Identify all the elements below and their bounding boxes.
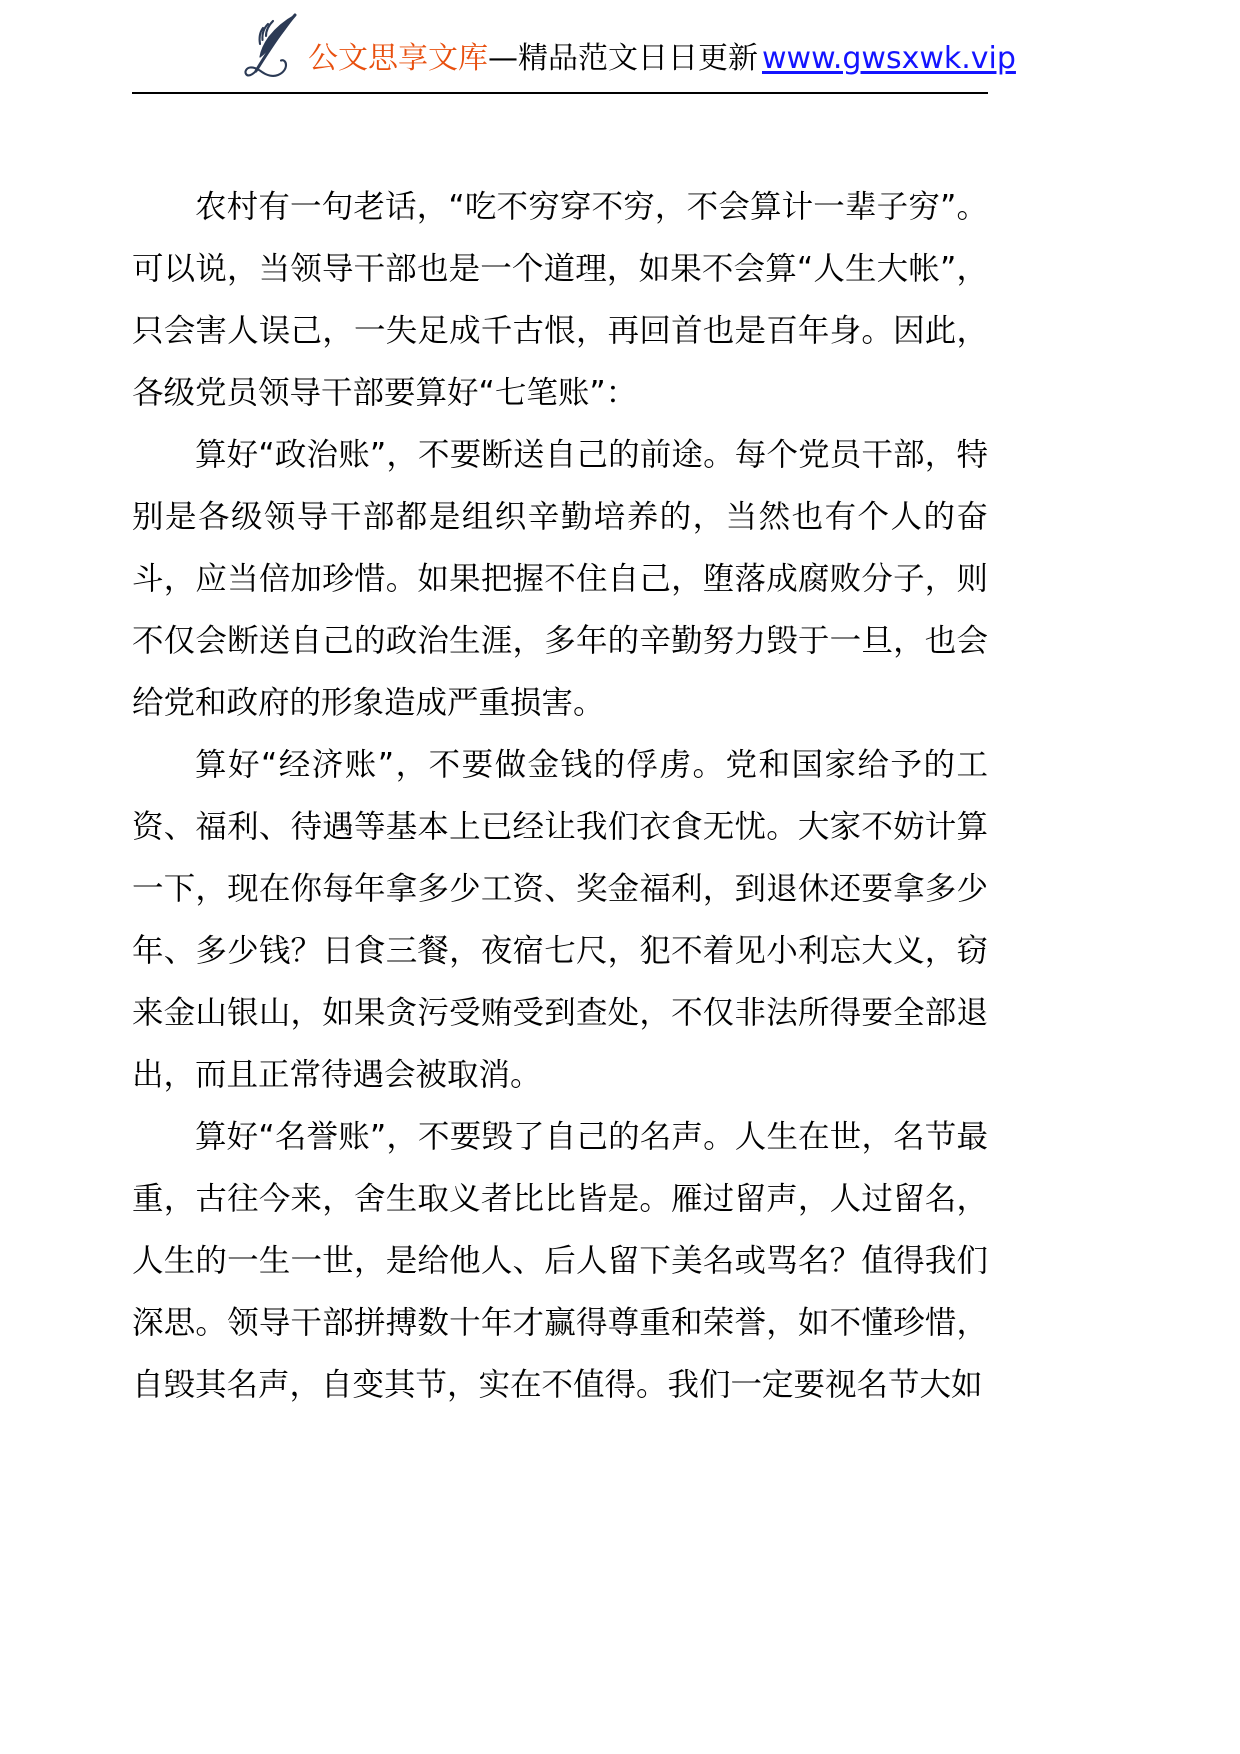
header-branding: [240, 8, 1016, 86]
brand-url-link[interactable]: www.gwsxwk.vip: [762, 41, 1016, 76]
paragraph: 算好“经济账”，不要做金钱的俘虏。党和国家给予的工资、福利、待遇等基本上已经让我们衣食无忧。大家不妨计算一下，现在你每年拿多少工资、奖金福利，到退休还要拿多少年、多少钱？日食三餐，夜宿七尺，犯不着见小利忘大义，窃来金山银山，如果贪污受贿受到查处，不仅非法所得要全部退出，而且正常待遇会被取消。: [132, 747, 988, 1093]
page-header: [0, 0, 1240, 98]
brand-tagline: —精品范文日日更新: [488, 41, 758, 76]
document-body: [132, 176, 988, 1416]
paragraph: 农村有一句老话，“吃不穷穿不穷，不会算计一辈子穷”。可以说，当领导干部也是一个道理，如果不会算“人生大帐”，只会害人误己，一失足成千古恨，再回首也是百年身。因此，各级党员领导干部要算好“七笔账”：: [132, 189, 988, 411]
header-text-line: [308, 42, 1016, 76]
brand-name: 公文思享文库: [308, 41, 488, 76]
paragraph: 算好“名誉账”，不要毁了自己的名声。人生在世，名节最重，古往今来，舍生取义者比比皆是。雁过留声，人过留名，人生的一生一世，是给他人、后人留下美名或骂名？值得我们深思。领导干部拼搏数十年才赢得尊重和荣誉，如不懂珍惜，自毁其名声，自变其节，实在不值得。我们一定要视名节大如: [132, 1119, 988, 1403]
header-divider: [132, 92, 988, 94]
paragraph: 算好“政治账”，不要断送自己的前途。每个党员干部，特别是各级领导干部都是组织辛勤培养的，当然也有个人的奋斗，应当倍加珍惜。如果把握不住自己，堕落成腐败分子，则不仅会断送自己的政治生涯，多年的辛勤努力毁于一旦，也会给党和政府的形象造成严重损害。: [132, 437, 988, 721]
quill-pen-icon: [240, 11, 302, 83]
